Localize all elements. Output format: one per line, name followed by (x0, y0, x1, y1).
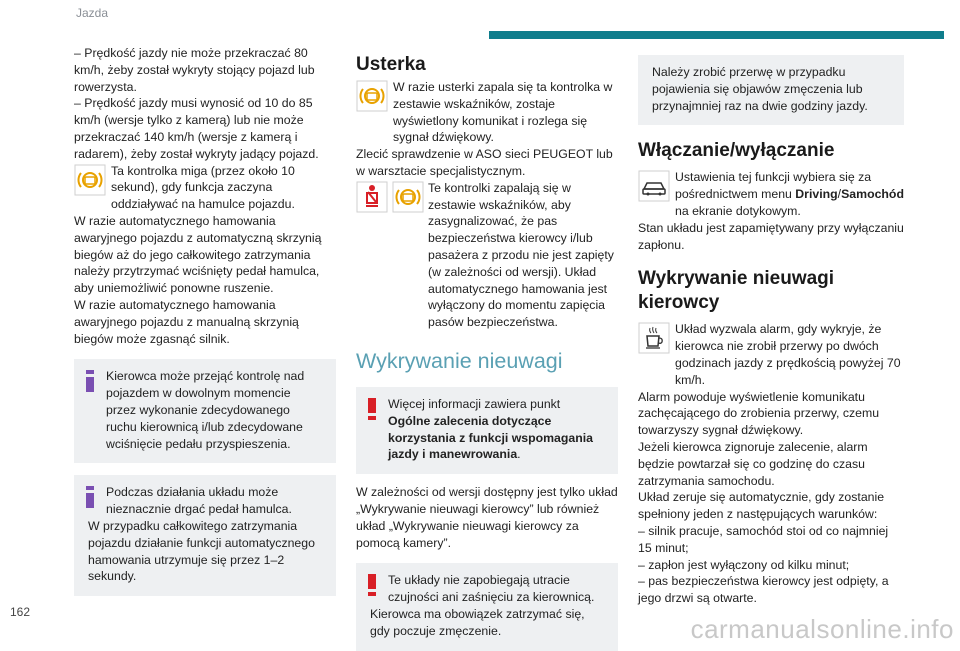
info-icon (86, 486, 94, 508)
alert-general-post: . (517, 447, 521, 462)
settings-text-pre: Ustawienia tej funkcji wybiera się za pośrednictwem menu (675, 170, 872, 202)
alert-note-general-recommendations (356, 387, 618, 474)
coffee-alert-row (638, 321, 904, 388)
coffee-cup-icon (638, 322, 670, 354)
paragraph-fault-light: W razie usterki zapala się ta kontrolka w zestawie wskaźników, zostaje wyświetlony komunikat i rozlega się sygnał dźwiękowy. (393, 80, 613, 145)
list-item-seatbelt-door: – pas bezpieczeństwa kierowcy jest odpięty, a jego drzwi są otwarte. (638, 574, 889, 606)
column-left (74, 45, 336, 596)
settings-text-post: na ekranie dotykowym. (675, 203, 801, 218)
settings-menu-row (638, 169, 904, 219)
note-brake-hold-text: W przypadku całkowitego zatrzymania pojazdu działanie funkcji automatycznego hamowania utrzymuje się przez 1–2 sekundy. (88, 518, 315, 584)
note-driver-control-text: Kierowca może przejąć kontrolę nad pojazdem w dowolnym momencie przez wykonanie zdecydowanego ruchu kierownicą i/lub zdecydowane wciśnięcie pedału przyspieszenia. (106, 369, 305, 451)
seatbelt-icon (356, 181, 388, 213)
alert-icon (368, 574, 376, 596)
menu-separator: / (837, 187, 842, 202)
info-note-driver-control (74, 359, 336, 463)
header-accent-bar (489, 31, 944, 39)
alert-note-fatigue (356, 563, 618, 650)
paragraph-state-memorized: Stan układu jest zapamiętywany przy wyłączaniu zapłonu. (638, 220, 904, 252)
paragraph-seatbelt-lights: Te kontrolki zapalają się w zestawie wskaźników, aby zasygnalizować, że pas bezpieczeństwa kierowcy i/lub pasażera z przodu nie jest zapięty (w zależności od wersji). Układ automatycznego hamowania jest wyłączony do momentu zapięcia pasów bezpieczeństwa. (428, 180, 614, 330)
heading-wykrywanie-nieuwagi-kierowcy: Wykrywanie nieuwagi kierowcy (638, 268, 835, 314)
paragraph-speed-moving: – Prędkość jazdy musi wynosić od 10 do 85 km/h (wersje tylko z kamerą) lub nie może przekraczać 140 km/h (wersje z kamerą i radarem), żeby został wykryty jadący pojazd. (74, 96, 319, 161)
column-middle (356, 45, 618, 651)
alert-general-link: Ogólne zalecenia dotyczące korzystania z funkcji wspomagania jazdy i manewrowania (388, 413, 594, 462)
page-number: 162 (10, 605, 31, 619)
heading-wlaczanie: Włączanie/wyłączanie (638, 140, 835, 162)
note-brake-pedal-text: Podczas działania układu może nieznacznie drgać pedał hamulca. (106, 485, 292, 517)
auto-brake-fault-icon (356, 80, 388, 112)
alert-general-text (388, 396, 604, 463)
seatbelt-warning-row (356, 180, 618, 331)
paragraph-service-check: Zlecić sprawdzenie w ASO sieci PEUGEOT lub w warsztacie specjalistycznym. (356, 147, 613, 178)
paragraph-alarm-message: Alarm powoduje wyświetlenie komunikatu zachęcającego do zrobienia przerwy, czemu towarzyszy sygnał dźwiękowy. (638, 389, 880, 438)
menu-driving: Driving (795, 187, 838, 202)
note-take-break (638, 55, 904, 125)
paragraph-settings-menu (675, 169, 904, 219)
paragraph-version-availability: W zależności od wersji dostępny jest tylko układ „Wykrywanie nieuwagi kierowcy” lub również układ „Wykrywanie nieuwagi kierowcy za pomocą kamery”. (356, 485, 618, 550)
column-right (638, 45, 904, 607)
paragraph-speed-stationary: – Prędkość jazdy nie może przekraczać 80 km/h, żeby został wykryty stojący pojazd lub rowerzysta. (74, 46, 315, 94)
alert-fatigue-text: Te układy nie zapobiegają utracie czujności ani zaśnięciu za kierownicą. (388, 573, 595, 605)
paragraph-alarm-trigger: Układ wyzwala alarm, gdy wykryje, że kierowca nie zrobił przerwy po dwóch godzinach jazdy z prędkością powyżej 70 km/h. (675, 322, 901, 387)
info-icon (86, 370, 94, 392)
page-header-section: Jazda (76, 6, 109, 20)
menu-samochod: Samochód (841, 187, 904, 202)
info-note-brake-pedal (74, 475, 336, 596)
heading-wykrywanie-nieuwagi: Wykrywanie nieuwagi (356, 348, 563, 373)
alert-stop-text: Kierowca ma obowiązek zatrzymać się, gdy poczuje zmęczenie. (370, 606, 585, 638)
list-item-engine-running: – silnik pracuje, samochód stoi od co najmniej 15 minut; (638, 523, 889, 555)
heading-usterka: Usterka (356, 54, 426, 75)
list-item-ignition-off: – zapłon jest wyłączony od kilku minut; (638, 557, 850, 572)
brake-warning-row (74, 163, 336, 213)
auto-brake-warning-icon (74, 164, 106, 196)
auto-brake-off-icon (392, 181, 424, 213)
watermark: carmanualsonline.info (690, 614, 954, 645)
paragraph-alarm-repeat: Jeżeli kierowca zignoruje zalecenie, alarm będzie powtarzał się co godzinę do czasu zatrzymania samochodu. (638, 439, 868, 488)
note-take-break-text: Należy zrobić przerwę w przypadku pojawienia się objawów zmęczenia lub przynajmniej raz na dwie godziny jazdy. (652, 65, 868, 113)
paragraph-manual-gearbox: W razie automatycznego hamowania awaryjnego pojazdu z manualną skrzynią biegów może zgasnąć silnik. (74, 297, 299, 346)
alert-general-pre: Więcej informacji zawiera punkt (388, 396, 561, 411)
paragraph-brake-blink: Ta kontrolka miga (przez około 10 sekund), gdy funkcja zaczyna oddziaływać na hamulce pojazdu. (111, 163, 295, 212)
fault-warning-row (356, 79, 618, 146)
paragraph-auto-gearbox: W razie automatycznego hamowania awaryjnego pojazdu z automatyczną skrzynią biegów aż do jego całkowitego zatrzymania należy przytrzymać wciśnięty pedał hamulca, aby uniemożliwić ponowne ruszenie. (74, 213, 322, 296)
alert-icon (368, 398, 376, 420)
car-icon (638, 170, 670, 202)
paragraph-reset-conditions: Układ zeruje się automatycznie, gdy zostanie spełniony jeden z następujących warunków: (638, 490, 885, 522)
